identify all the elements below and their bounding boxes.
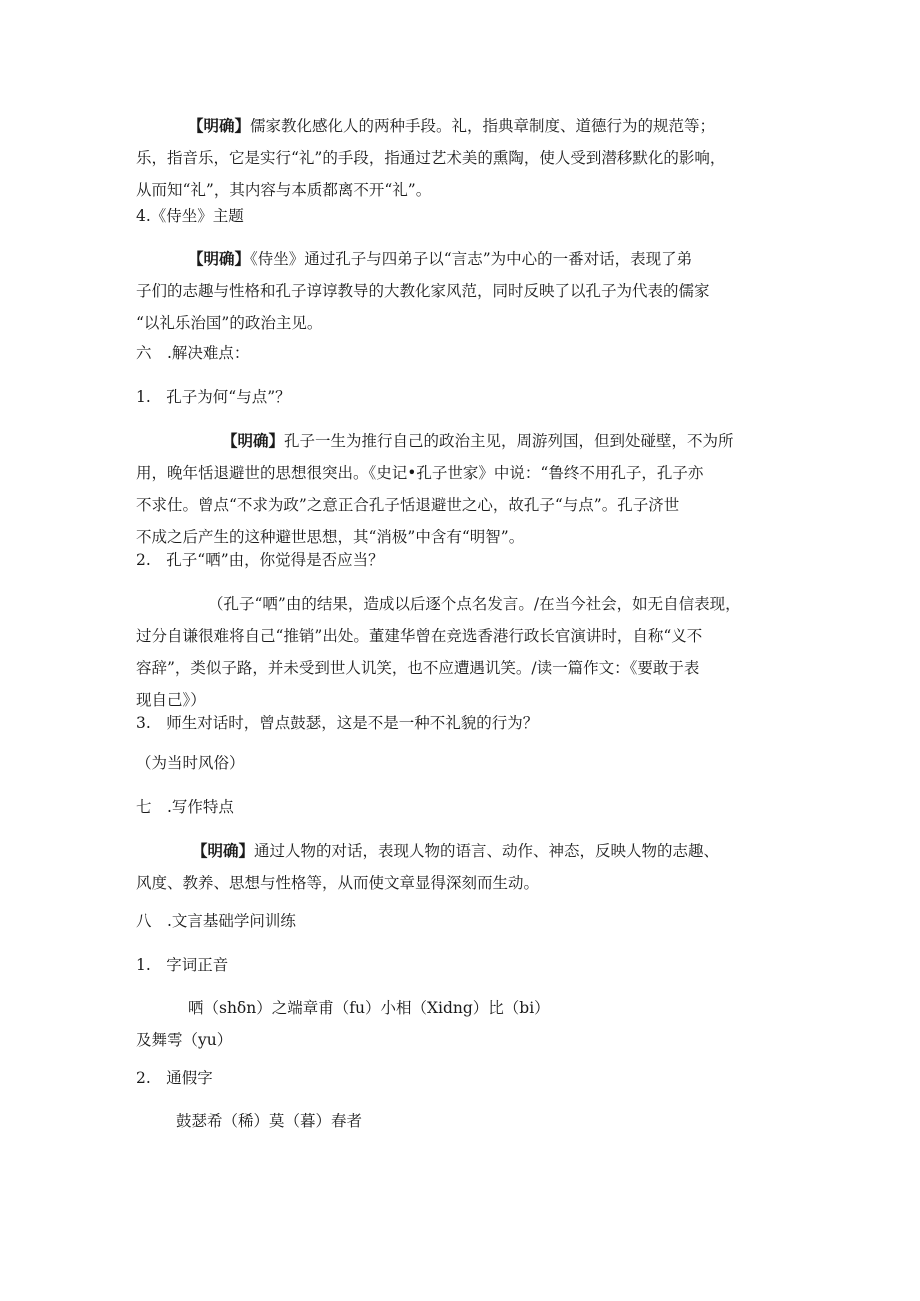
paragraph-line: （孔子“哂”由的结果，造成以后逐个点名发言。/在当今社会，如无自信表现，: [208, 595, 741, 613]
subsection-2: 2. 通假字: [136, 1069, 213, 1087]
paragraph-line: 从而知“礼”，其内容与本质都离不开“礼”。: [136, 181, 432, 199]
paragraph-line: 过分自谦很难将自己“推销”出处。董建华曾在竞选香港行政长官演讲时，自称“义不: [136, 627, 703, 645]
section-heading-8: 八 .文言基础学问训练: [136, 912, 296, 930]
question-1: 1. 孔子为何“与点”？: [136, 388, 291, 406]
paragraph-line: “以礼乐治国”的政治主见。: [136, 314, 323, 332]
paragraph-line: 鼓瑟希（稀）莫（暮）春者: [176, 1112, 363, 1130]
paragraph-line: 【明确】孔子一生为推行自己的政治主见，周游列国，但到处碰壁，不为所: [222, 431, 734, 450]
paragraph-yu-dian: [136, 425, 786, 553]
paragraph-shen-you: [136, 588, 786, 716]
mingque-label: 【明确】: [188, 249, 251, 268]
mingque-label: 【明确】: [192, 841, 255, 860]
paragraph-line: 现自己》）: [136, 691, 206, 709]
subsection-1: 1. 字词正音: [136, 956, 229, 974]
paragraph-line: 【明确】《侍坐》通过孔子与四弟子以“言志”为中心的一番对话，表现了弟: [188, 249, 693, 268]
paragraph-line: 子们的志趣与性格和孔子谆谆教导的大教化家风范，同时反映了以孔子为代表的儒家: [136, 282, 710, 300]
tongjia-list: [136, 1105, 786, 1137]
paragraph-line: 【明确】儒家教化感化人的两种手段。礼，指典章制度、道德行为的规范等；: [188, 116, 716, 135]
mingque-label: 【明确】: [222, 431, 285, 450]
paragraph-line: 及舞雩（yu）: [136, 1031, 233, 1049]
paragraph-line: 不求仕。曾点“不求为政”之意正合孔子恬退避世之心，故孔子“与点”。孔子济世: [136, 496, 680, 514]
paragraph-line: 【明确】通过人物的对话，表现人物的语言、动作、神态，反映人物的志趣、: [192, 841, 720, 860]
answer-3: （为当时风俗）: [136, 754, 245, 772]
mingque-label: 【明确】: [188, 116, 251, 135]
pronunciation-list: [136, 992, 786, 1056]
question-2: 2. 孔子“哂”由，你觉得是否应当？: [136, 551, 384, 569]
paragraph-line: 乐，指音乐，它是实行“礼”的手段，指通过艺术美的熏陶，使人受到潜移默化的影响，: [136, 149, 726, 167]
paragraph-theme: [136, 243, 786, 339]
section-heading-4: 4.《侍坐》主题: [136, 207, 244, 225]
section-heading-7: 七 .写作特点: [136, 798, 234, 816]
paragraph-li-yue: [136, 110, 786, 206]
section-heading-6: 六 .解决难点：: [136, 344, 250, 362]
question-3: 3. 师生对话时，曾点鼓瑟，这是不是一种不礼貌的行为？: [136, 714, 539, 732]
paragraph-line: 哂（shδn）之端章甫（fu）小相（Xidng）比（bi）: [188, 999, 550, 1017]
paragraph-line: 不成之后产生的这种避世思想，其“消极”中含有“明智”。: [136, 528, 525, 546]
paragraph-line: 风度、教养、思想与性格等，从而使文章显得深刻而生动。: [136, 874, 540, 892]
paragraph-line: 容辞”，类似子路，并未受到世人讥笑，也不应遭遇讥笑。/读一篇作文：《要敢于表: [136, 659, 700, 677]
paragraph-line: 用，晚年恬退避世的思想很突出。《史记•孔子世家》中说：“鲁终不用孔子，孔子亦: [136, 464, 704, 482]
paragraph-writing: [136, 835, 786, 899]
